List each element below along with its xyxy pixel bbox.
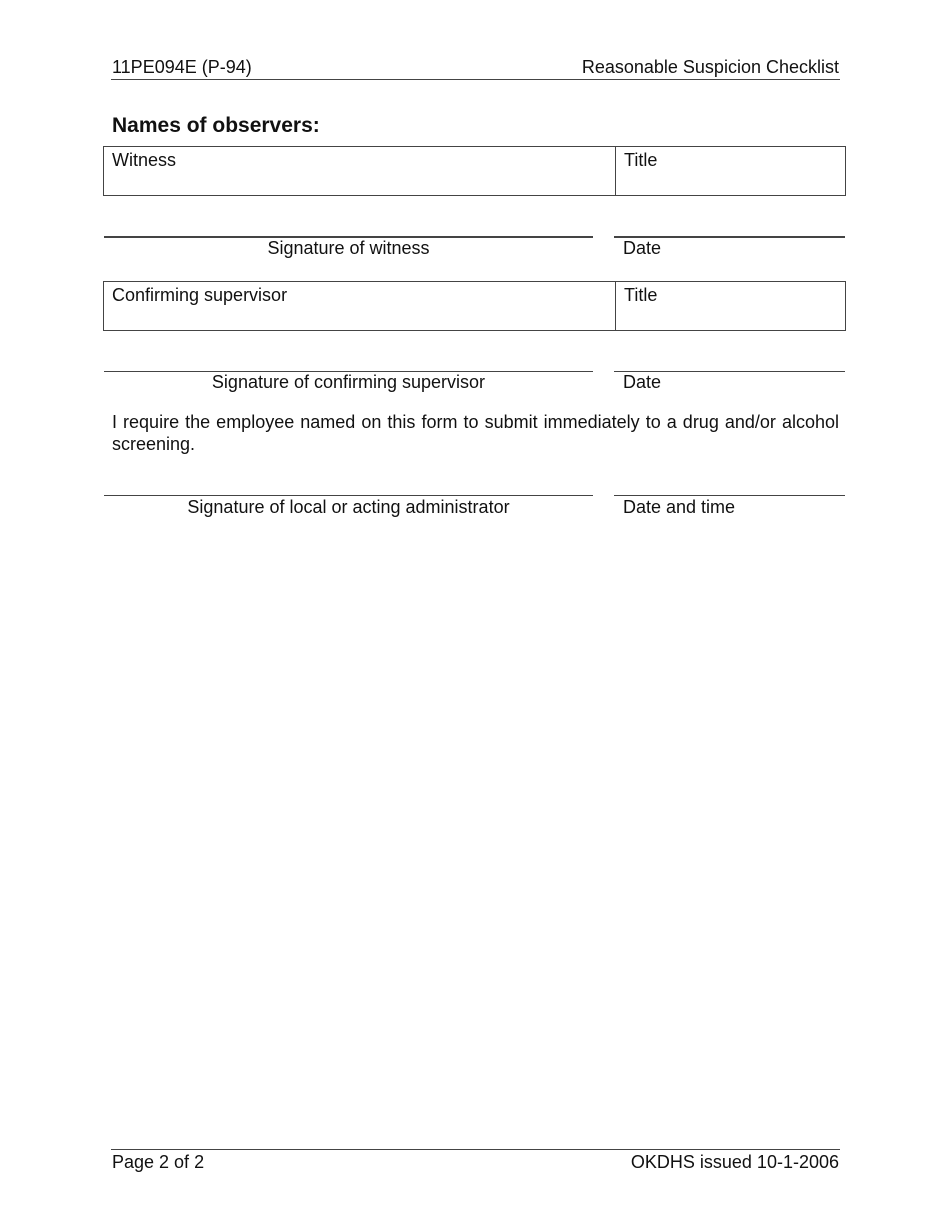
page-number: Page 2 of 2 <box>112 1152 205 1172</box>
issued-date: OKDHS issued 10-1-2006 <box>630 1152 839 1172</box>
supervisor-label: Confirming supervisor <box>112 285 288 305</box>
witness-title-label: Title <box>624 150 658 170</box>
footer-divider <box>111 1149 840 1150</box>
section-title-observers: Names of observers: <box>112 114 320 137</box>
administrator-signature-caption: Signature of local or acting administrator <box>187 497 510 517</box>
administrator-statement: I require the employee named on this form to submit immediately to a drug and/or alcohol screening. <box>112 412 839 454</box>
supervisor-title-label: Title <box>624 285 658 305</box>
witness-title-field[interactable] <box>615 146 846 196</box>
supervisor-date-caption: Date <box>623 372 662 392</box>
witness-name-field[interactable] <box>103 146 616 196</box>
supervisor-name-field[interactable] <box>103 281 616 331</box>
header-divider <box>111 79 840 80</box>
form-title: Reasonable Suspicion Checklist <box>581 57 839 77</box>
form-number: 11PE094E (P-94) <box>112 57 252 77</box>
witness-signature-caption: Signature of witness <box>267 238 430 258</box>
supervisor-signature-caption: Signature of confirming supervisor <box>211 372 486 392</box>
supervisor-title-field[interactable] <box>615 281 846 331</box>
witness-label: Witness <box>112 150 177 170</box>
administrator-date-time-caption: Date and time <box>623 497 736 517</box>
witness-date-caption: Date <box>623 238 662 258</box>
